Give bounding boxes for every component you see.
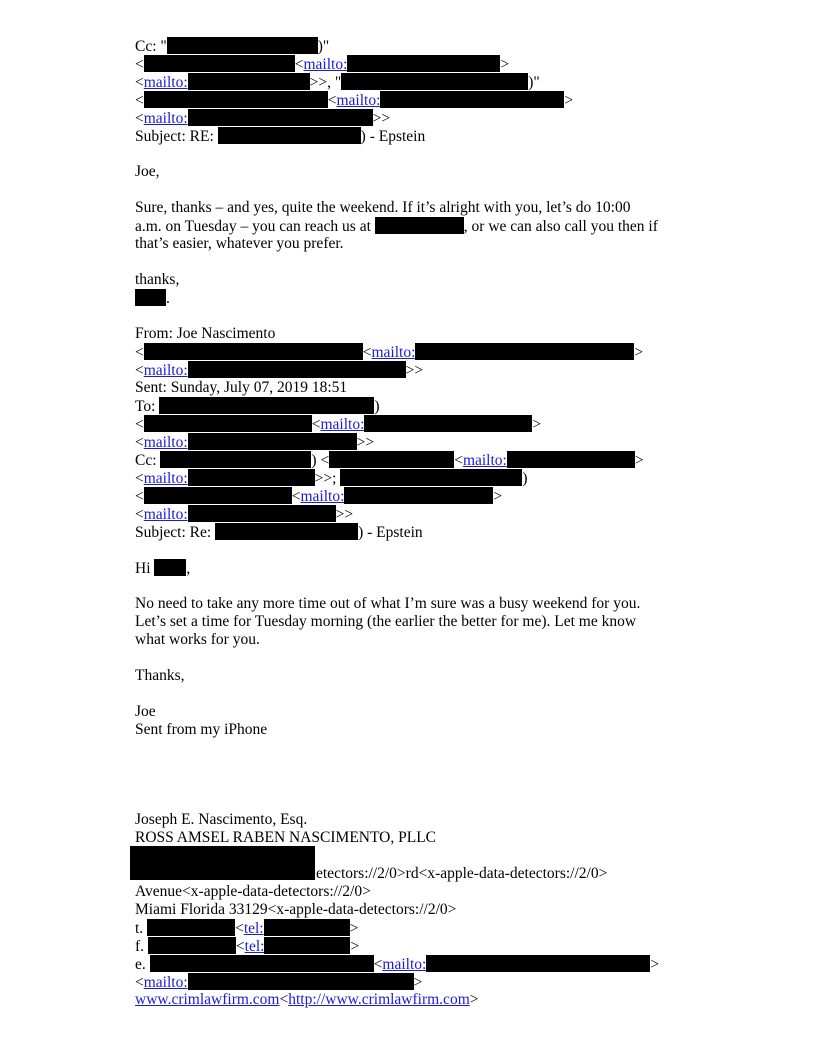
email1-body-line: Sure, thanks – and yes, quite the weekend. If it’s alright with you, let’s do 10:00 xyxy=(135,199,631,216)
email1-cc-line: <mailto: >>, " )" xyxy=(135,74,540,91)
redaction xyxy=(147,919,235,936)
redaction xyxy=(218,127,361,144)
email1-cc-line: <mailto: >> xyxy=(135,110,391,127)
mailto-link[interactable]: mailto: xyxy=(371,344,416,361)
redaction xyxy=(144,343,363,360)
email1-cc-line: < <mailto: > xyxy=(135,92,574,109)
redaction xyxy=(188,433,357,450)
mailto-link[interactable]: mailto: xyxy=(143,362,188,379)
redaction xyxy=(341,73,528,90)
signature-email: <mailto: > xyxy=(135,974,423,991)
email2-body-line: what works for you. xyxy=(135,631,260,648)
redaction xyxy=(188,73,310,90)
redaction xyxy=(167,37,318,54)
signature-firm: ROSS AMSEL RABEN NASCIMENTO, PLLC xyxy=(135,829,437,846)
redaction xyxy=(188,469,315,486)
mailto-link[interactable]: mailto: xyxy=(303,56,348,73)
redaction xyxy=(188,109,373,126)
mailto-link[interactable]: mailto: xyxy=(143,506,188,523)
mailto-link[interactable]: mailto: xyxy=(143,434,188,451)
redaction xyxy=(264,937,350,954)
email2-greeting: Hi , xyxy=(135,560,191,577)
signature-email: e. <mailto: > xyxy=(135,956,660,973)
email1-sender: . xyxy=(135,289,170,307)
signature-address-line: Avenue<x-apple-data-detectors://2/0> xyxy=(135,883,371,900)
email2-body-line: Let’s set a time for Tuesday morning (the earlier the better for me). Let me know xyxy=(135,613,637,630)
redaction xyxy=(144,55,295,72)
signature-name: Joseph E. Nascimento, Esq. xyxy=(135,811,308,828)
redaction xyxy=(144,91,328,108)
redaction xyxy=(507,451,635,468)
email2-to: <mailto: >> xyxy=(135,434,375,451)
redaction xyxy=(188,505,336,522)
website-link[interactable]: www.crimlawfirm.com xyxy=(135,991,280,1008)
redaction xyxy=(135,289,166,306)
mailto-link[interactable]: mailto: xyxy=(462,452,507,469)
signature-address-line: Miami Florida 33129<x-apple-data-detectors://2/0> xyxy=(135,901,457,918)
signature-website: www.crimlawfirm.com<http://www.crimlawfirm.com> xyxy=(135,991,479,1008)
signature-phone: t. <tel: > xyxy=(135,920,359,937)
redaction xyxy=(364,415,532,432)
redaction xyxy=(148,937,236,954)
redaction xyxy=(340,469,522,486)
redaction xyxy=(375,217,464,234)
email1-signoff: thanks, xyxy=(135,271,180,288)
redaction xyxy=(264,919,350,936)
mailto-link[interactable]: mailto: xyxy=(143,110,188,127)
email2-cc: <mailto: >> xyxy=(135,506,354,523)
redaction xyxy=(144,487,292,504)
email1-cc-line: Cc: " )" xyxy=(135,38,330,55)
redaction xyxy=(344,487,493,504)
email2-name: Joe xyxy=(135,703,156,720)
redaction xyxy=(188,973,414,990)
redaction xyxy=(130,846,315,880)
email1-greeting: Joe, xyxy=(135,163,160,180)
mailto-link[interactable]: mailto: xyxy=(336,92,381,109)
signature-address-line: etectors://2/0>rd<x-apple-data-detectors://2/0> xyxy=(316,865,608,882)
email2-from: From: Joe Nascimento xyxy=(135,325,276,342)
redaction xyxy=(329,451,454,468)
email2-to: < <mailto: > xyxy=(135,416,542,433)
email2-cc: < <mailto: > xyxy=(135,488,503,505)
redaction xyxy=(415,343,634,360)
redaction xyxy=(159,397,374,414)
email2-to: To: ) xyxy=(135,398,380,415)
redaction xyxy=(154,559,186,576)
mailto-link[interactable]: mailto: xyxy=(320,416,365,433)
email2-cc: Cc: ) < <mailto: > xyxy=(135,452,644,469)
email2-cc: <mailto: >>; ) xyxy=(135,470,528,487)
redaction xyxy=(215,523,358,540)
tel-link[interactable]: tel: xyxy=(244,938,265,955)
email2-thanks: Thanks, xyxy=(135,667,185,684)
redaction xyxy=(188,361,406,378)
email2-from-address: <mailto: >> xyxy=(135,362,424,379)
email1-body-line: a.m. on Tuesday – you can reach us at , or we can also call you then if xyxy=(135,218,658,235)
redaction xyxy=(144,415,312,432)
email2-sent-from: Sent from my iPhone xyxy=(135,721,268,738)
website-url-link[interactable]: http://www.crimlawfirm.com xyxy=(288,991,470,1008)
mailto-link[interactable]: mailto: xyxy=(300,488,345,505)
redaction xyxy=(380,91,564,108)
redaction xyxy=(160,451,311,468)
email2-sent: Sent: Sunday, July 07, 2019 18:51 xyxy=(135,379,348,396)
email2-body-line: No need to take any more time out of what I’m sure was a busy weekend for you. xyxy=(135,595,641,612)
redaction xyxy=(426,955,650,972)
email2-from-address: < <mailto: > xyxy=(135,344,644,361)
email1-body-line: that’s easier, whatever you prefer. xyxy=(135,235,344,252)
mailto-link[interactable]: mailto: xyxy=(382,956,427,973)
signature-fax: f. <tel: > xyxy=(135,938,360,955)
email2-subject: Subject: Re: ) - Epstein xyxy=(135,524,423,541)
redaction xyxy=(150,955,374,972)
mailto-link[interactable]: mailto: xyxy=(143,974,188,991)
mailto-link[interactable]: mailto: xyxy=(143,470,188,487)
email1-cc-line: < <mailto: > xyxy=(135,56,510,73)
mailto-link[interactable]: mailto: xyxy=(143,74,188,91)
email1-subject: Subject: RE: ) - Epstein xyxy=(135,128,426,145)
redaction xyxy=(347,55,500,72)
tel-link[interactable]: tel: xyxy=(243,920,264,937)
